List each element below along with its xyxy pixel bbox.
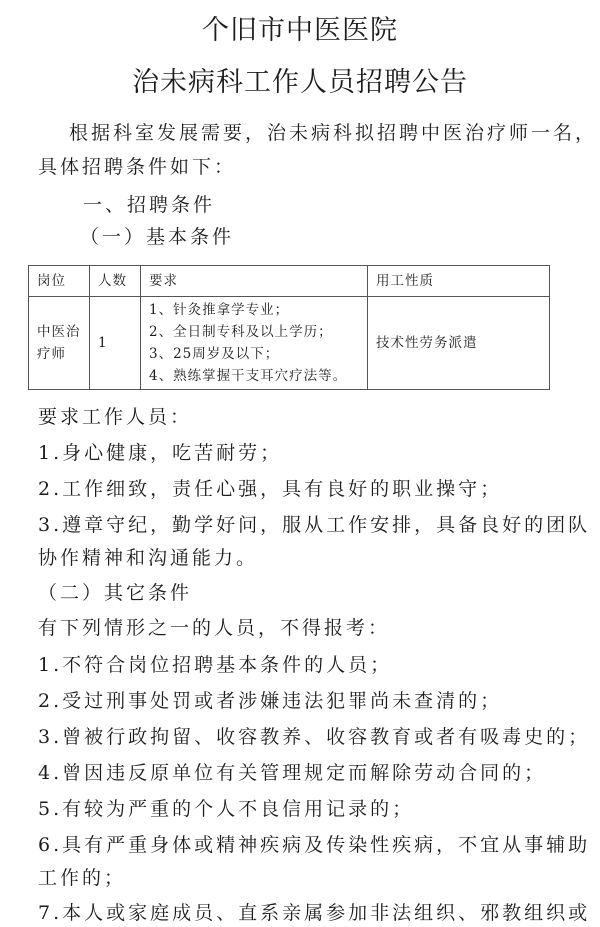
cell-requirements — [141, 297, 368, 390]
requirement-item: 2、全日制专科及以上学历； — [149, 324, 333, 340]
exclusion-item: 5.有较为严重的个人不良信用记录的； — [38, 798, 415, 820]
header-requirements: 要求 — [141, 266, 368, 297]
requirement-item: 1、针灸推拿学专业； — [149, 302, 290, 318]
header-count: 人数 — [90, 266, 141, 297]
intro-paragraph-line2: 具体招聘条件如下： — [38, 156, 237, 178]
announcement-title-line1: 个旧市中医医院 — [202, 15, 398, 46]
exclusion-item-continued: 工作的； — [38, 867, 127, 889]
requirement-item: 3、25周岁及以下； — [149, 346, 280, 362]
exclusion-item: 4.曾因违反原单位有关管理规定而解除劳动合同的； — [38, 762, 547, 784]
staff-requirement-item: 3.遵章守纪，勤学好问，服从工作安排，具备良好的团队 — [38, 514, 591, 536]
position-line2: 疗师 — [37, 346, 66, 362]
exclusion-item: 7.本人或家庭成员、直系亲属参加非法组织、邪教组织或 — [38, 902, 591, 924]
subsection-heading-basic-conditions: （一）基本条件 — [80, 226, 235, 248]
exclusion-item: 3.曾被行政拘留、收容教养、收容教育或者有吸毒史的； — [38, 726, 591, 748]
exclusion-item: 1.不符合岗位招聘基本条件的人员； — [38, 654, 393, 676]
section-heading-recruitment-conditions: 一、招聘条件 — [83, 194, 216, 216]
table-row — [29, 297, 550, 390]
staff-requirement-item-continued: 协作精神和沟通能力。 — [38, 547, 259, 569]
staff-requirements-heading: 要求工作人员： — [38, 406, 193, 428]
exclusion-item: 2.受过刑事处罚或者涉嫌违法犯罪尚未查清的； — [38, 690, 503, 712]
staff-requirement-item: 2.工作细致，责任心强，具有良好的职业操守； — [38, 478, 503, 500]
exclusion-intro: 有下列情形之一的人员，不得报考： — [38, 617, 391, 639]
requirement-item: 4、熟练掌握干支耳穴疗法等。 — [149, 368, 348, 384]
position-line1: 中医治 — [37, 324, 81, 340]
header-employment-nature: 用工性质 — [368, 266, 550, 297]
requirements-table — [28, 265, 550, 390]
exclusion-item: 6.具有严重身体或精神疾病及传染性疾病，不宜从事辅助 — [38, 834, 591, 856]
intro-paragraph-line1: 根据科室发展需要，治未病科拟招聘中医治疗师一名， — [69, 122, 598, 144]
cell-employment-nature: 技术性劳务派遣 — [368, 297, 550, 390]
subsection-heading-other-conditions: （二）其它条件 — [38, 582, 193, 604]
header-position: 岗位 — [29, 266, 90, 297]
table-header-row — [29, 266, 550, 297]
cell-position — [29, 297, 90, 390]
staff-requirement-item: 1.身心健康，吃苦耐劳； — [38, 442, 283, 464]
cell-count: 1 — [90, 297, 141, 390]
announcement-title-line2: 治未病科工作人员招聘公告 — [132, 67, 468, 98]
